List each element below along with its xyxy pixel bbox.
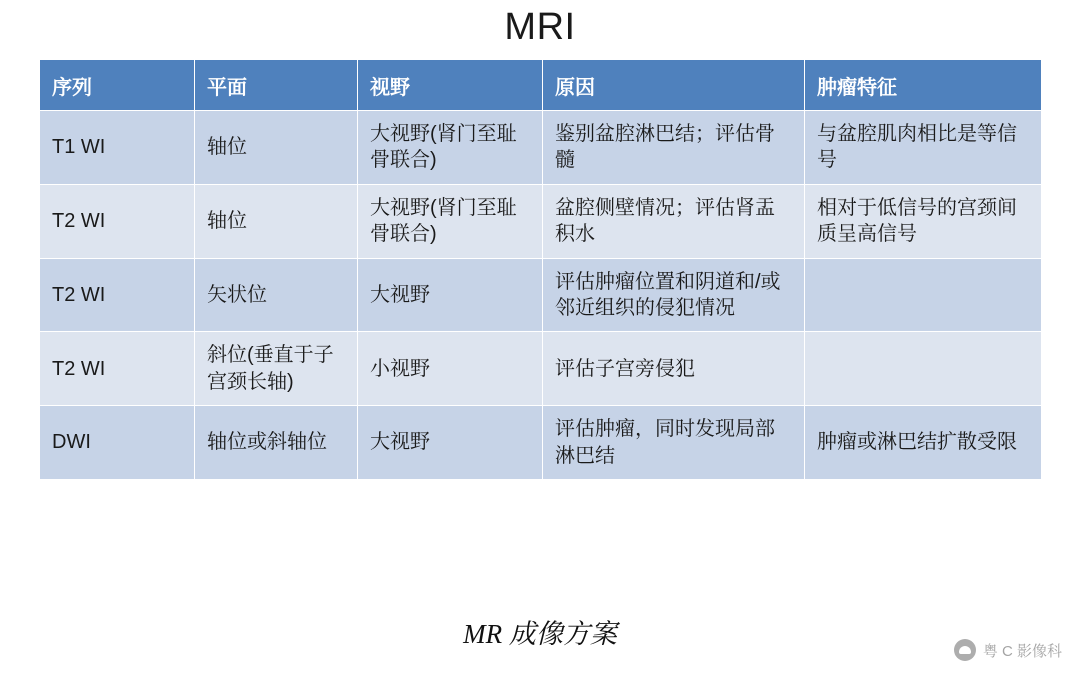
cell-sequence: DWI	[40, 406, 195, 480]
slide-caption: MR 成像方案	[463, 619, 617, 649]
cell-reason: 评估肿瘤，同时发现局部淋巴结	[543, 406, 805, 480]
cell-fov: 小视野	[358, 332, 543, 406]
account-logo-icon	[954, 639, 976, 661]
table-row	[40, 406, 1042, 480]
column-header-plane: 平面	[195, 60, 358, 111]
watermark	[954, 639, 1062, 661]
column-header-tumor-features: 肿瘤特征	[805, 60, 1042, 111]
column-header-reason: 原因	[543, 60, 805, 111]
page-title: MRI	[504, 6, 576, 48]
cell-fov: 大视野	[358, 258, 543, 332]
column-header-sequence: 序列	[40, 60, 195, 111]
cell-reason: 评估子宫旁侵犯	[543, 332, 805, 406]
table-row	[40, 258, 1042, 332]
cell-plane: 轴位或斜轴位	[195, 406, 358, 480]
column-header-fov: 视野	[358, 60, 543, 111]
mri-protocol-table	[39, 59, 1042, 480]
cell-tumor: 与盆腔肌肉相比是等信号	[805, 111, 1042, 185]
cell-plane: 矢状位	[195, 258, 358, 332]
cell-plane: 轴位	[195, 184, 358, 258]
watermark-label: 粤 C 影像科	[982, 642, 1062, 660]
cell-tumor: 相对于低信号的宫颈间质呈高信号	[805, 184, 1042, 258]
cell-sequence: T2 WI	[40, 258, 195, 332]
cell-sequence: T2 WI	[40, 184, 195, 258]
table-row	[40, 332, 1042, 406]
cell-fov: 大视野(肾门至耻骨联合)	[358, 111, 543, 185]
cell-sequence: T2 WI	[40, 332, 195, 406]
cell-fov: 大视野	[358, 406, 543, 480]
cell-reason: 盆腔侧壁情况；评估肾盂积水	[543, 184, 805, 258]
cell-sequence: T1 WI	[40, 111, 195, 185]
cell-reason: 评估肿瘤位置和阴道和/或邻近组织的侵犯情况	[543, 258, 805, 332]
cell-fov: 大视野(肾门至耻骨联合)	[358, 184, 543, 258]
cell-plane: 轴位	[195, 111, 358, 185]
table-row	[40, 111, 1042, 185]
mri-protocol-table-container	[39, 59, 1041, 480]
table-header-row	[40, 60, 1042, 111]
cell-tumor	[805, 258, 1042, 332]
table-row	[40, 184, 1042, 258]
cell-reason: 鉴别盆腔淋巴结；评估骨髓	[543, 111, 805, 185]
cell-tumor	[805, 332, 1042, 406]
cell-plane: 斜位(垂直于子宫颈长轴)	[195, 332, 358, 406]
cell-tumor: 肿瘤或淋巴结扩散受限	[805, 406, 1042, 480]
